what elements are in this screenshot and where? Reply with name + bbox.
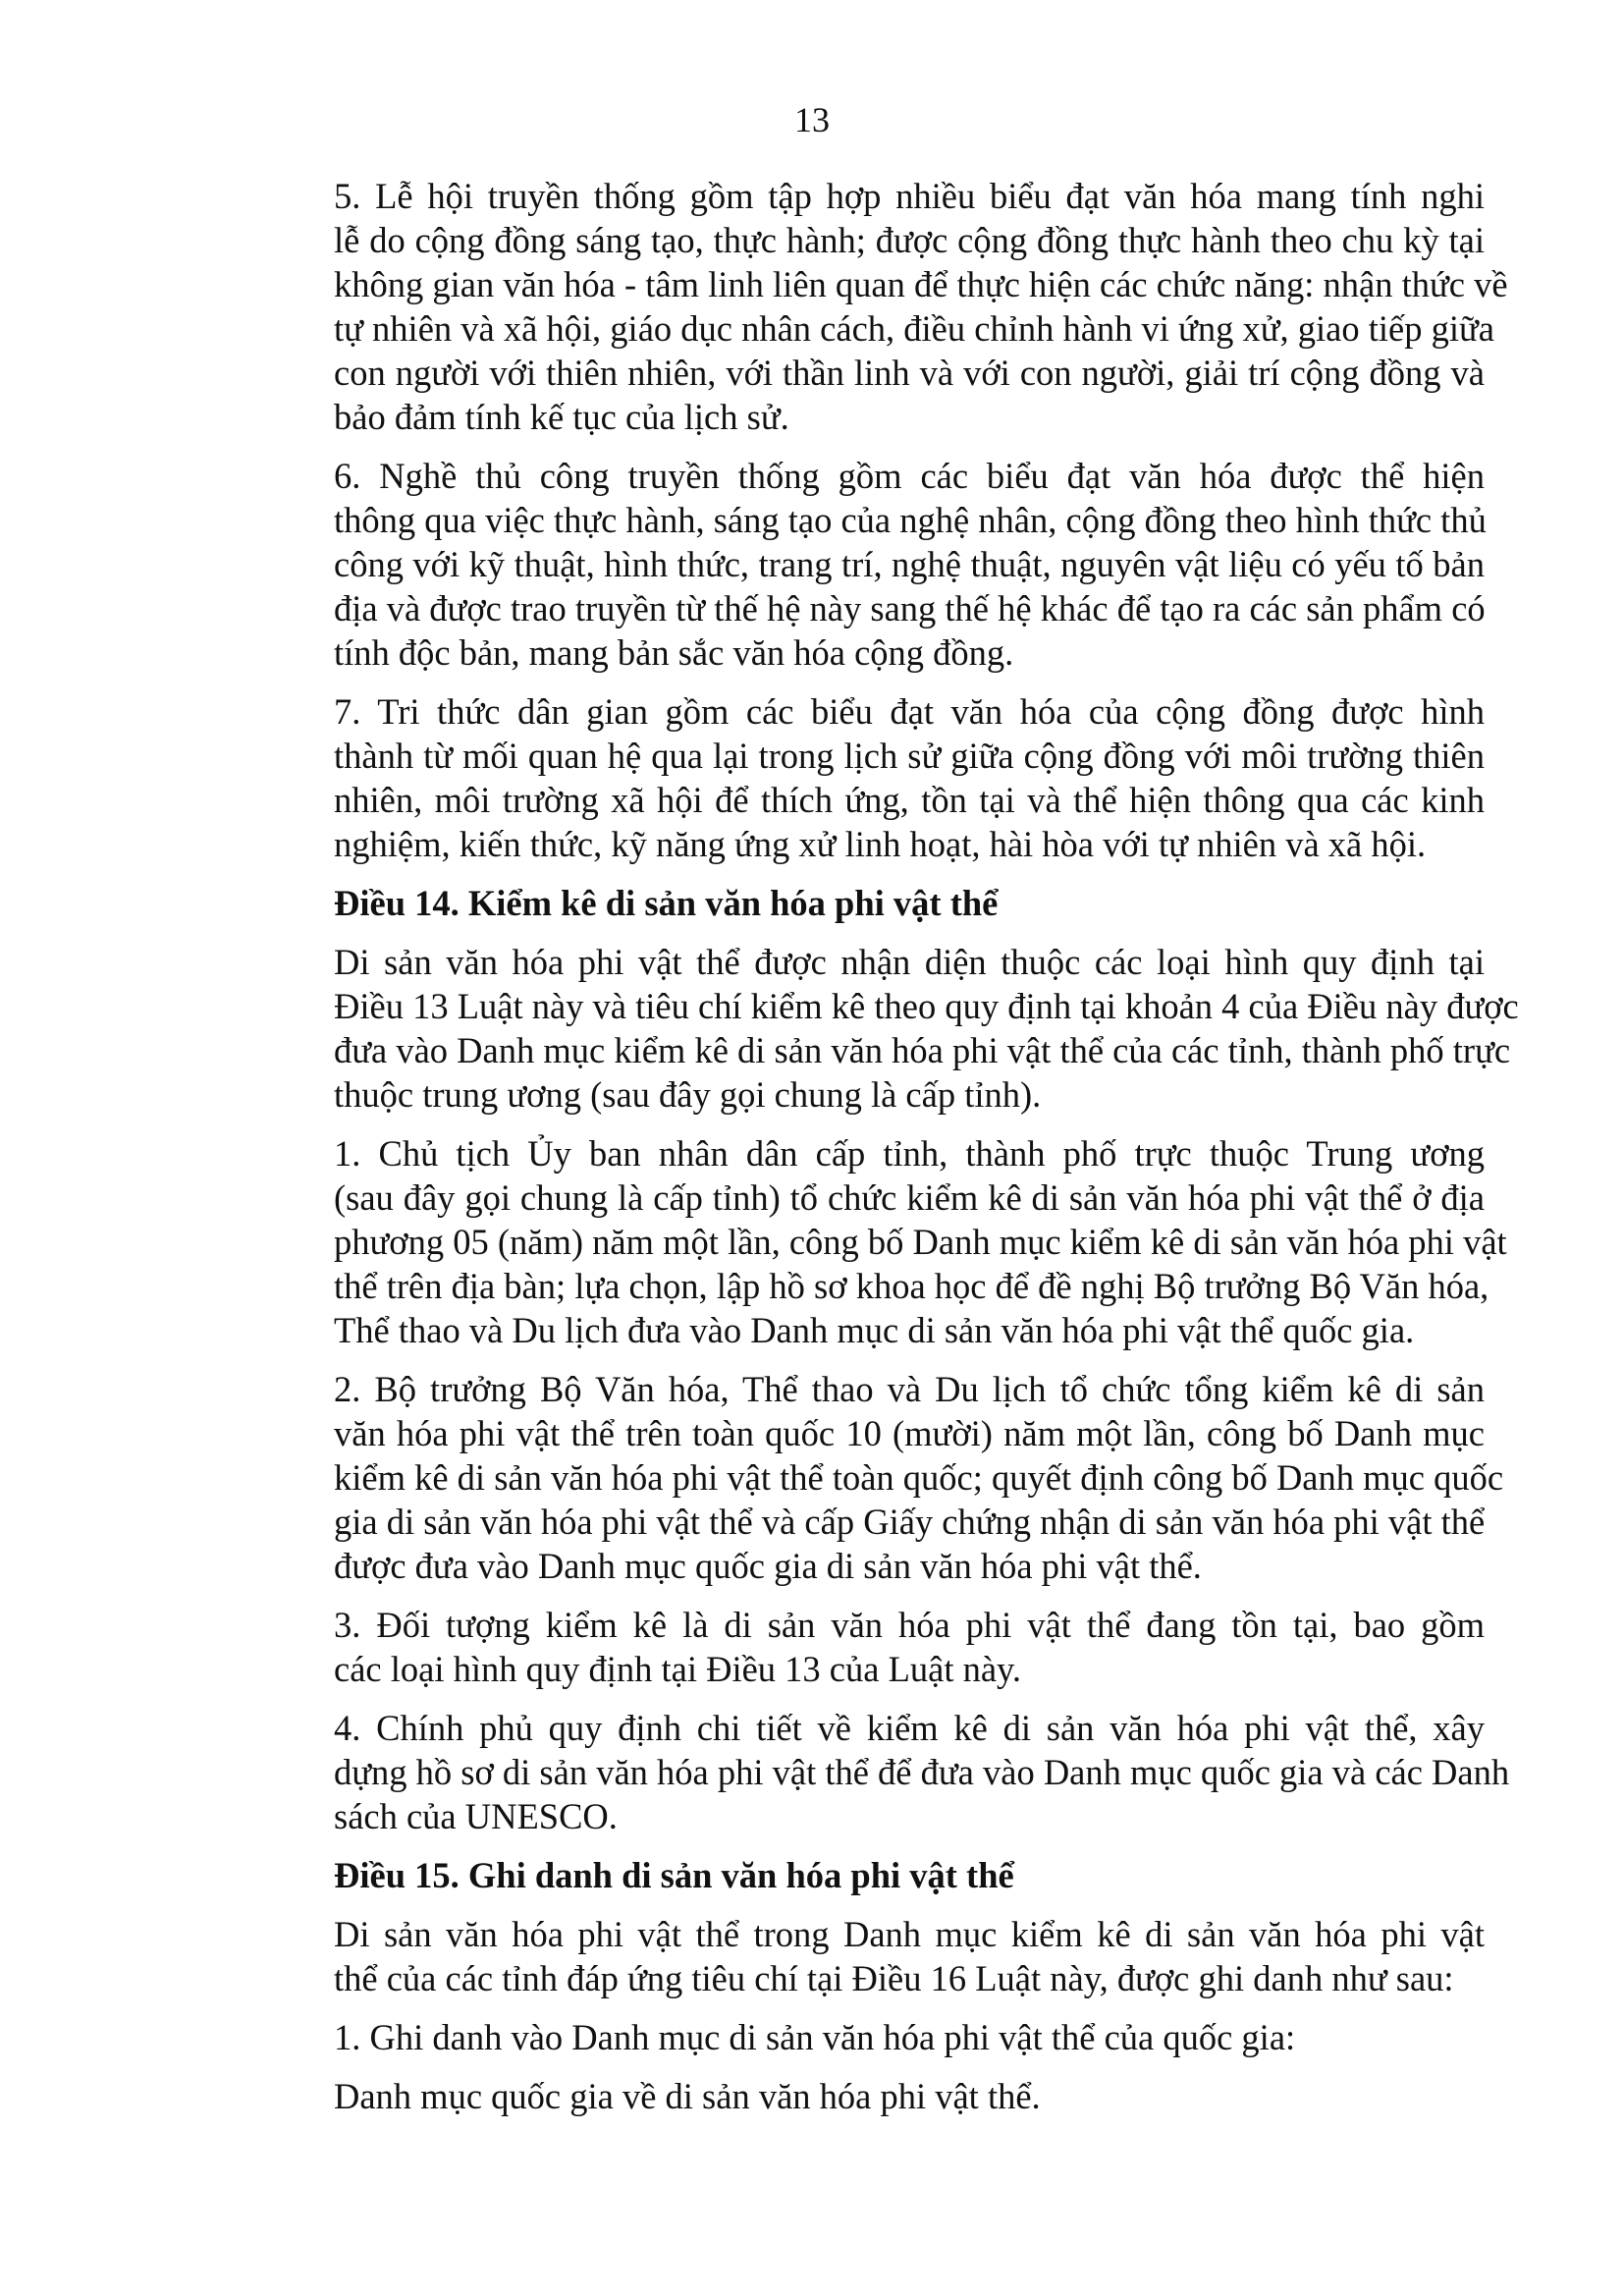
paragraph-line: phương 05 (năm) năm một lần, công bố Danh mục kiểm kê di sản văn hóa phi vật xyxy=(334,1222,1507,1262)
paragraph-line: 1. Chủ tịch Ủy ban nhân dân cấp tỉnh, thành phố trực thuộc Trung ương xyxy=(334,1133,1485,1174)
paragraph xyxy=(234,174,1508,439)
paragraph-line: địa và được trao truyền từ thế hệ này sang thế hệ khác để tạo ra các sản phẩm có xyxy=(334,588,1486,629)
paragraph-line: Điều 13 Luật này và tiêu chí kiểm kê theo quy định tại khoản 4 của Điều này được xyxy=(334,986,1519,1026)
paragraph-line: 4. Chính phủ quy định chi tiết về kiểm kê di sản văn hóa phi vật thể, xây xyxy=(334,1708,1485,1748)
paragraph-line: được đưa vào Danh mục quốc gia di sản văn hóa phi vật thể. xyxy=(334,1546,1202,1586)
paragraph xyxy=(234,1367,1504,1588)
paragraph-line: con người với thiên nhiên, với thần linh và với con người, giải trí cộng đồng và xyxy=(334,353,1485,393)
paragraph-line: các loại hình quy định tại Điều 13 của Luật này. xyxy=(334,1649,1022,1689)
article-heading: Điều 15. Ghi danh di sản văn hóa phi vật thể xyxy=(334,1855,1014,1895)
paragraph-line: tự nhiên và xã hội, giáo dục nhân cách, điều chỉnh hành vi ứng xử, giao tiếp giữa xyxy=(334,308,1494,349)
paragraph-line: văn hóa phi vật thể trên toàn quốc 10 (mười) năm một lần, công bố Danh mục xyxy=(334,1413,1485,1453)
paragraph-line: sách của UNESCO. xyxy=(334,1796,618,1836)
page-number: 13 xyxy=(794,100,830,139)
paragraph-line: thể của các tỉnh đáp ứng tiêu chí tại Điều 16 Luật này, được ghi danh như sau: xyxy=(334,1958,1454,1998)
paragraph xyxy=(234,1603,1485,1691)
paragraph-line: bảo đảm tính kế tục của lịch sử. xyxy=(334,397,789,437)
paragraph xyxy=(234,1131,1507,1352)
paragraph xyxy=(234,689,1485,866)
paragraph-line: kiểm kê di sản văn hóa phi vật thể toàn quốc; quyết định công bố Danh mục quốc xyxy=(334,1457,1504,1498)
paragraph-line: thành từ mối quan hệ qua lại trong lịch sử giữa cộng đồng với môi trường thiên xyxy=(334,736,1485,776)
paragraph-line: đưa vào Danh mục kiểm kê di sản văn hóa phi vật thể của các tỉnh, thành phố trực xyxy=(334,1030,1511,1070)
paragraph-line: Thể thao và Du lịch đưa vào Danh mục di sản văn hóa phi vật thể quốc gia. xyxy=(334,1310,1415,1350)
paragraph-line: 3. Đối tượng kiểm kê là di sản văn hóa phi vật thể đang tồn tại, bao gồm xyxy=(334,1605,1485,1645)
paragraph-line: lễ do cộng đồng sáng tạo, thực hành; được cộng đồng thực hành theo chu kỳ tại xyxy=(334,220,1485,260)
paragraph-line: thuộc trung ương (sau đây gọi chung là cấp tỉnh). xyxy=(334,1074,1042,1115)
paragraph-line: thể trên địa bàn; lựa chọn, lập hồ sơ khoa học để đề nghị Bộ trưởng Bộ Văn hóa, xyxy=(334,1266,1489,1306)
paragraph-line: 5. Lễ hội truyền thống gồm tập hợp nhiều biểu đạt văn hóa mang tính nghi xyxy=(334,176,1485,216)
paragraph-line: nhiên, môi trường xã hội để thích ứng, tồn tại và thể hiện thông qua các kinh xyxy=(334,780,1485,820)
document-body xyxy=(234,174,1519,2133)
paragraph-line: nghiệm, kiến thức, kỹ năng ứng xử linh hoạt, hài hòa với tự nhiên và xã hội. xyxy=(334,824,1427,864)
paragraph xyxy=(234,454,1485,675)
paragraph-line: 7. Tri thức dân gian gồm các biểu đạt văn hóa của cộng đồng được hình xyxy=(334,691,1485,732)
paragraph-line: 6. Nghề thủ công truyền thống gồm các biểu đạt văn hóa được thể hiện xyxy=(334,456,1485,496)
paragraph-line: tính độc bản, mang bản sắc văn hóa cộng đồng. xyxy=(334,632,1014,673)
paragraph xyxy=(234,1706,1510,1838)
article-heading: Điều 14. Kiểm kê di sản văn hóa phi vật thể xyxy=(334,883,999,923)
paragraph: Danh mục quốc gia về di sản văn hóa phi vật thể. xyxy=(334,2076,1041,2116)
paragraph-line: thông qua việc thực hành, sáng tạo của nghệ nhân, cộng đồng theo hình thức thủ xyxy=(334,500,1487,540)
paragraph-line: Di sản văn hóa phi vật thể trong Danh mục kiểm kê di sản văn hóa phi vật xyxy=(334,1914,1485,1954)
paragraph-line: dựng hồ sơ di sản văn hóa phi vật thể để đưa vào Danh mục quốc gia và các Danh xyxy=(334,1752,1510,1792)
paragraph-line: Di sản văn hóa phi vật thể được nhận diện thuộc các loại hình quy định tại xyxy=(334,942,1485,982)
paragraph-line: công với kỹ thuật, hình thức, trang trí, nghệ thuật, nguyên vật liệu có yếu tố bản xyxy=(334,544,1485,584)
paragraph-line: không gian văn hóa - tâm linh liên quan để thực hiện các chức năng: nhận thức về xyxy=(334,264,1508,304)
paragraph-line: gia di sản văn hóa phi vật thể và cấp Giấy chứng nhận di sản văn hóa phi vật thể xyxy=(334,1502,1486,1542)
paragraph-line: 2. Bộ trưởng Bộ Văn hóa, Thể thao và Du lịch tổ chức tổng kiểm kê di sản xyxy=(334,1369,1485,1409)
paragraph xyxy=(234,940,1519,1117)
paragraph-line: (sau đây gọi chung là cấp tỉnh) tổ chức kiểm kê di sản văn hóa phi vật thể ở địa xyxy=(334,1177,1485,1218)
paragraph xyxy=(234,1912,1485,2000)
paragraph: 1. Ghi danh vào Danh mục di sản văn hóa phi vật thể của quốc gia: xyxy=(334,2017,1296,2057)
